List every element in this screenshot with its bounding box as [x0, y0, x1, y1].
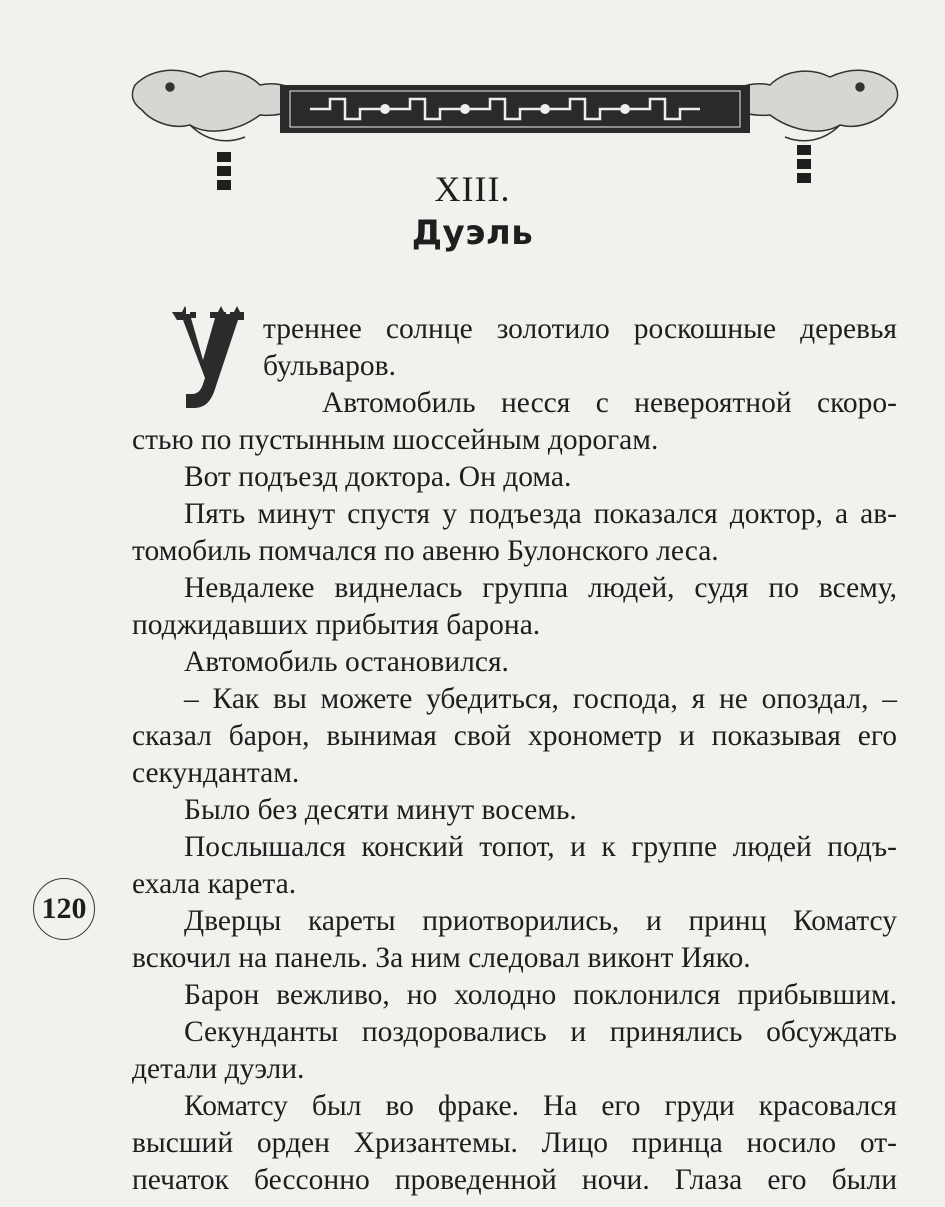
- chapter-number: XIII.: [434, 169, 511, 209]
- chapter-title: Дуэль: [411, 213, 534, 253]
- text-line: Барон вежливо, но холодно поклонился прибывшим.: [184, 979, 897, 1011]
- page-number-badge: 120: [33, 878, 95, 940]
- text-line: детали дуэли.: [132, 1053, 305, 1085]
- dropcap-letter-u: [172, 306, 244, 410]
- text-line: Послышался конский топот, и к группе людей подъ-: [184, 831, 897, 863]
- text-line: Невдалеке виднелась группа людей, судя по всему,: [184, 572, 897, 604]
- text-line: сказал барон, вынимая свой хронометр и показывая его: [132, 720, 897, 752]
- text-line: поджидавших прибытия барона.: [132, 609, 541, 641]
- text-line: ехала карета.: [132, 868, 297, 900]
- text-line: Автомобиль остановился.: [184, 646, 509, 678]
- text-line: Вот подъезд доктора. Он дома.: [184, 461, 572, 493]
- text-line: томобиль помчался по авеню Булонского леса.: [132, 535, 719, 567]
- text-line: Секунданты поздоровались и принялись обсуждать: [184, 1016, 897, 1048]
- text-line: стью по пустынным шоссейным дорогам.: [132, 424, 659, 456]
- text-line: Было без десяти минут восемь.: [184, 794, 577, 826]
- text-line: вскочил на панель. За ним следовал виконт Ияко.: [132, 942, 751, 974]
- text-line: Автомобиль несся с невероятной скоро-: [322, 387, 897, 419]
- text-line: Пять минут спустя у подъезда показался доктор, а ав-: [184, 498, 897, 530]
- text-line: треннее солнце золотило роскошные деревья: [263, 313, 897, 345]
- text-line: – Как вы можете убедиться, господа, я не опоздал, –: [184, 683, 897, 715]
- text-line: бульваров.: [263, 350, 396, 382]
- text-line: Коматсу был во фраке. На его груди красовался: [184, 1090, 897, 1122]
- text-line: высший орден Хризантемы. Лицо принца носило от-: [132, 1127, 897, 1159]
- text-line: печаток бессонно проведенной ночи. Глаза его были: [132, 1164, 897, 1196]
- text-line: Дверцы кареты приотворились, и принц Коматсу: [184, 905, 897, 937]
- text-line: секундантам.: [132, 757, 300, 789]
